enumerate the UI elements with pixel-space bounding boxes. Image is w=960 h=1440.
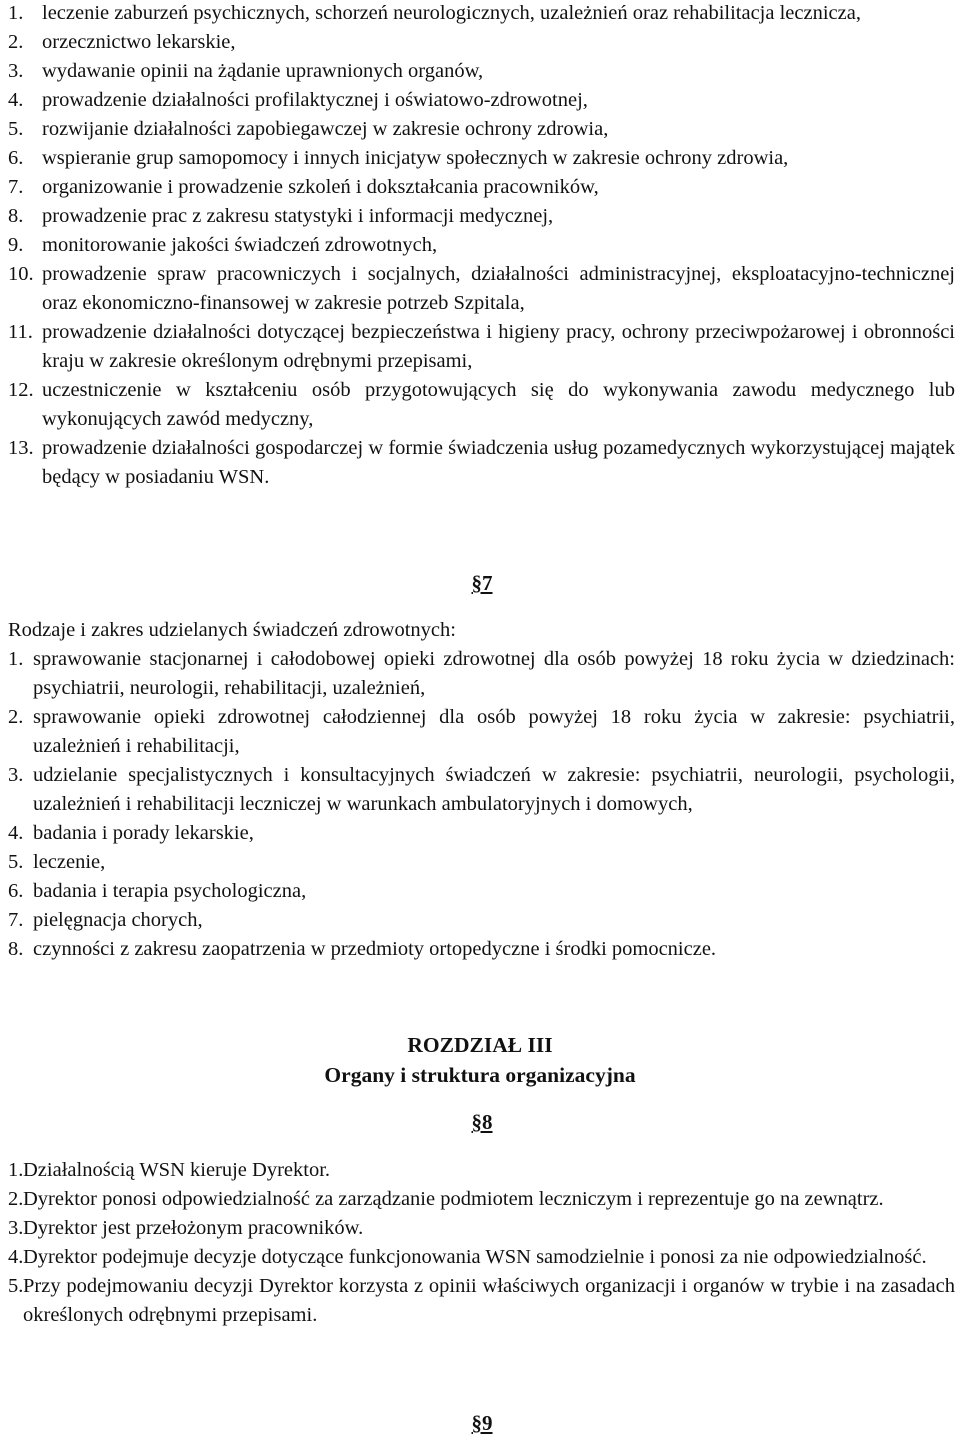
list-item — [8, 877, 955, 906]
item-number: 3. — [8, 60, 24, 82]
list-item — [8, 173, 955, 202]
item-text: Dyrektor podejmuje decyzje dotyczące funkcjonowania WSN samodzielnie i ponosi za nie odpowiedzialność. — [23, 1246, 927, 1268]
list-item — [8, 848, 955, 877]
list-item — [8, 645, 955, 703]
item-number: 7. — [8, 176, 24, 198]
item-text: pielęgnacja chorych, — [33, 909, 203, 931]
item-number: 13. — [8, 437, 34, 459]
list-item — [8, 0, 955, 28]
item-number: 5. — [8, 1275, 24, 1297]
list-item — [8, 935, 955, 964]
item-number: 8. — [8, 205, 24, 227]
list-item — [8, 260, 955, 318]
item-number: 3. — [8, 764, 24, 786]
item-number: 6. — [8, 147, 24, 169]
list-item — [8, 434, 955, 492]
list-item — [8, 202, 955, 231]
item-text: Przy podejmowaniu decyzji Dyrektor korzysta z opinii właściwych organizacji i organów w trybie i na zasadach określonych odrębnymi przepisami. — [23, 1275, 955, 1326]
list-item — [8, 1156, 955, 1185]
item-number: 4. — [8, 89, 24, 111]
item-text: leczenie zaburzeń psychicznych, schorzeń neurologicznych, uzależnień oraz rehabilitacja lecznicza, — [42, 2, 861, 24]
director-list — [8, 1156, 955, 1330]
list-item — [8, 231, 955, 260]
list-item — [8, 819, 955, 848]
item-text: sprawowanie stacjonarnej i całodobowej opieki zdrowotnej dla osób powyżej 18 roku życia w dziedzinach: psychiatrii, neurologii, rehabilitacji, uzależnień, — [33, 648, 955, 699]
list-item — [8, 906, 955, 935]
chapter-title: Organy i struktura organizacyjna — [324, 1063, 636, 1087]
item-number: 4. — [8, 1246, 24, 1268]
item-text: wydawanie opinii na żądanie uprawnionych organów, — [42, 60, 484, 82]
list-item — [8, 115, 955, 144]
item-number: 3. — [8, 1217, 24, 1239]
services-list — [8, 645, 955, 964]
item-number: 2. — [8, 1188, 24, 1210]
item-text: uczestniczenie w kształceniu osób przygotowujących się do wykonywania zawodu medycznego lub wykonujących zawód medyczny, — [42, 379, 955, 430]
tasks-list — [8, 0, 955, 492]
item-number: 4. — [8, 822, 24, 844]
list-item — [8, 376, 955, 434]
item-number: 1. — [8, 2, 24, 24]
item-number: 9. — [8, 234, 24, 256]
item-text: wspieranie grup samopomocy i innych inicjatyw społecznych w zakresie ochrony zdrowia, — [42, 147, 789, 169]
item-text: monitorowanie jakości świadczeń zdrowotnych, — [42, 234, 438, 256]
item-text: udzielanie specjalistycznych i konsultacyjnych świadczeń w zakresie: psychiatrii, neurologii, psychologii, uzależnień i rehabilitacji leczniczej w warunkach ambulatoryjnych i domowych, — [33, 764, 955, 815]
list-item — [8, 1272, 955, 1330]
list-item — [8, 761, 955, 819]
item-number: 1. — [8, 1159, 24, 1181]
item-text: prowadzenie prac z zakresu statystyki i informacji medycznej, — [42, 205, 554, 227]
chapter-number: ROZDZIAŁ III — [407, 1033, 553, 1057]
item-number: 2. — [8, 31, 24, 53]
item-text: orzecznictwo lekarskie, — [42, 31, 236, 53]
item-number: 5. — [8, 118, 24, 140]
item-text: badania i terapia psychologiczna, — [33, 880, 307, 902]
item-text: organizowanie i prowadzenie szkoleń i dokształcania pracowników, — [42, 176, 599, 198]
item-text: badania i porady lekarskie, — [33, 822, 254, 844]
section-mark-7: §7 — [471, 571, 493, 595]
list-item — [8, 1243, 955, 1272]
item-number: 5. — [8, 851, 24, 873]
list-item — [8, 28, 955, 57]
list-item — [8, 1214, 955, 1243]
section7-intro: Rodzaje i zakres udzielanych świadczeń zdrowotnych: — [8, 619, 456, 641]
item-number: 7. — [8, 909, 24, 931]
item-text: Działalnością WSN kieruje Dyrektor. — [23, 1159, 331, 1181]
item-number: 2. — [8, 706, 24, 728]
list-item — [8, 318, 955, 376]
item-number: 10. — [8, 263, 34, 285]
list-item — [8, 703, 955, 761]
item-number: 1. — [8, 648, 24, 670]
item-number: 8. — [8, 938, 24, 960]
item-text: prowadzenie działalności profilaktycznej i oświatowo-zdrowotnej, — [42, 89, 588, 111]
list-item — [8, 57, 955, 86]
item-text: Dyrektor ponosi odpowiedzialność za zarządzanie podmiotem leczniczym i reprezentuje go na zewnątrz. — [23, 1188, 884, 1210]
item-text: leczenie, — [33, 851, 106, 873]
item-text: czynności z zakresu zaopatrzenia w przedmioty ortopedyczne i środki pomocnicze. — [33, 938, 717, 960]
item-text: prowadzenie spraw pracowniczych i socjalnych, działalności administracyjnej, eksploatacyjno-technicznej oraz ekonomiczno-finansowej w zakresie potrzeb Szpitala, — [42, 263, 955, 314]
item-text: sprawowanie opieki zdrowotnej całodziennej dla osób powyżej 18 roku życia w zakresie: psychiatrii, uzależnień i rehabilitacji, — [33, 706, 955, 757]
section-mark-8: §8 — [471, 1110, 493, 1134]
list-item — [8, 1185, 955, 1214]
list-item — [8, 144, 955, 173]
item-number: 11. — [8, 321, 33, 343]
item-text: prowadzenie działalności dotyczącej bezpieczeństwa i higieny pracy, ochrony przeciwpożarowej i obronności kraju w zakresie określonym odrębnymi przepisami, — [42, 321, 955, 372]
item-text: prowadzenie działalności gospodarczej w formie świadczenia usług pozamedycznych wykorzystującej majątek będący w posiadaniu WSN. — [42, 437, 955, 488]
section-mark-9: §9 — [471, 1411, 493, 1435]
list-item — [8, 86, 955, 115]
item-number: 12. — [8, 379, 34, 401]
item-text: Dyrektor jest przełożonym pracowników. — [23, 1217, 364, 1239]
item-text: rozwijanie działalności zapobiegawczej w zakresie ochrony zdrowia, — [42, 118, 609, 140]
item-number: 6. — [8, 880, 24, 902]
